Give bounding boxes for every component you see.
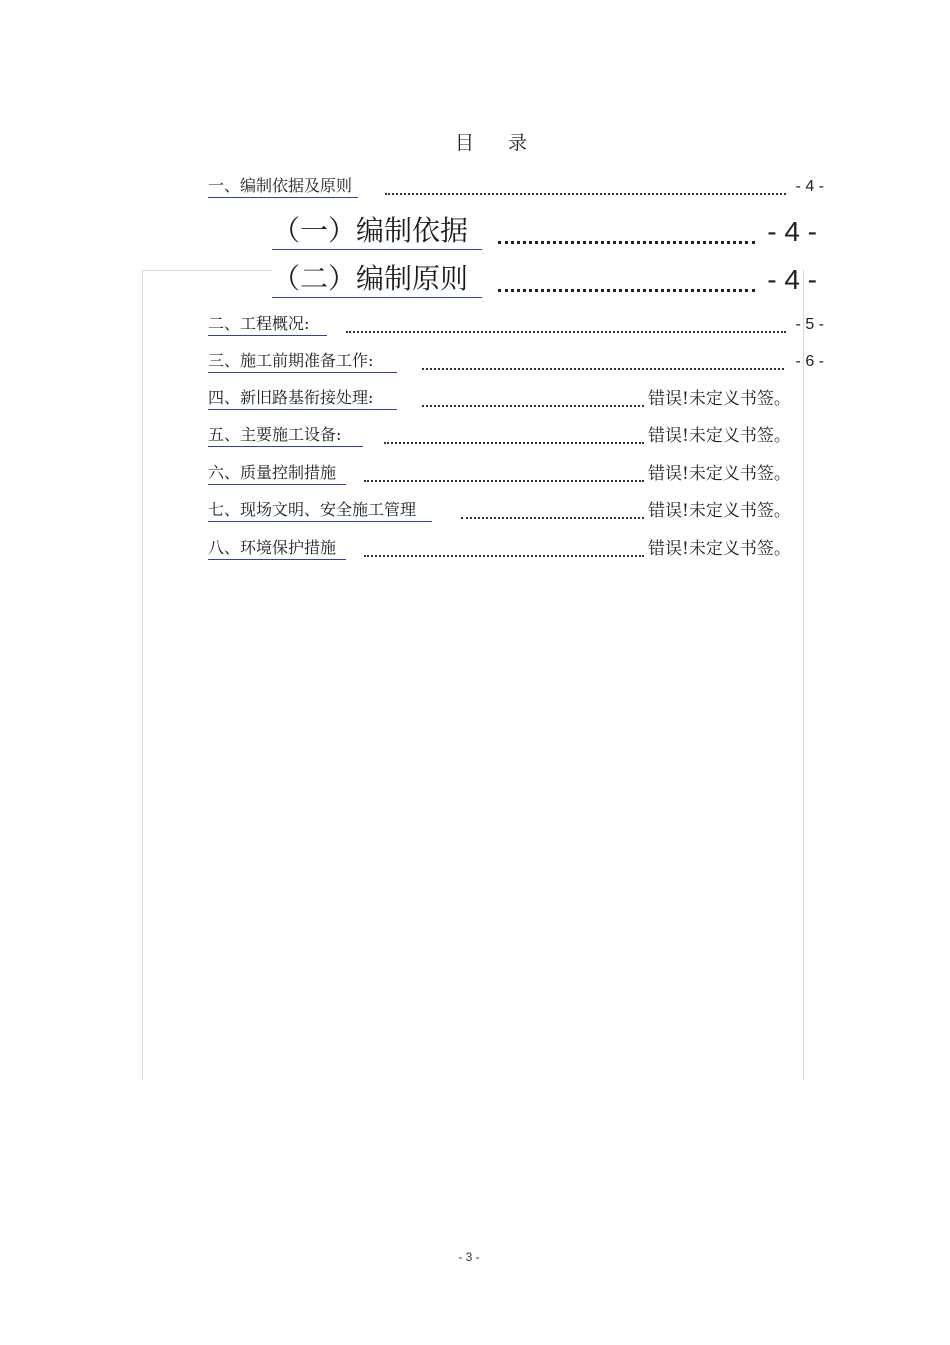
- toc-entry-label[interactable]: （二）编制原则: [272, 261, 482, 298]
- toc-entry-page: 错误!未定义书签。: [648, 464, 791, 484]
- toc-entry-page: - 5 -: [795, 316, 824, 333]
- toc-entry-page: 错误!未定义书签。: [648, 539, 791, 559]
- toc-leader-dots: [498, 288, 755, 292]
- toc-entry[interactable]: [272, 258, 817, 298]
- toc-entry-label[interactable]: 二、工程概况:: [208, 313, 327, 336]
- toc-leader-dots: [422, 404, 644, 407]
- toc-leader-dots: [498, 240, 755, 244]
- page-frame-left: [142, 270, 143, 1080]
- toc-entry-label[interactable]: 三、施工前期准备工作:: [208, 350, 397, 373]
- toc-entry[interactable]: [208, 312, 824, 336]
- toc-leader-dots: [364, 479, 644, 482]
- toc-entry-page: - 6 -: [795, 353, 824, 370]
- toc-leader-dots: [461, 516, 644, 519]
- toc-entry-page: 错误!未定义书签。: [648, 389, 791, 409]
- toc-leader-dots: [422, 367, 784, 370]
- toc-leader-dots: [384, 441, 644, 444]
- toc-entry-page: - 4 -: [795, 178, 824, 195]
- toc-title: 目 录: [454, 132, 542, 154]
- toc-entry-page: - 4 -: [767, 264, 817, 295]
- toc-leader-dots: [346, 330, 786, 333]
- toc-entry-page: 错误!未定义书签。: [648, 501, 791, 521]
- toc-entry[interactable]: [208, 423, 824, 447]
- toc-entry-page: - 4 -: [767, 216, 817, 247]
- toc-entry[interactable]: [208, 461, 824, 485]
- page-number: - 3 -: [458, 1250, 480, 1264]
- toc-leader-dots: [385, 192, 786, 195]
- toc-entry-label[interactable]: 六、质量控制措施: [208, 462, 346, 485]
- page-frame-top: [142, 270, 272, 271]
- toc-entry[interactable]: [208, 498, 824, 522]
- toc-leader-dots: [364, 554, 644, 557]
- toc-entry-label[interactable]: 七、现场文明、安全施工管理: [208, 499, 432, 522]
- toc-entry-label[interactable]: 一、编制依据及原则: [208, 175, 358, 198]
- toc-entry-label[interactable]: 八、环境保护措施: [208, 537, 346, 560]
- toc-entry-label[interactable]: 五、主要施工设备:: [208, 424, 363, 447]
- toc-entry[interactable]: [208, 536, 824, 560]
- toc-entry[interactable]: [208, 174, 824, 198]
- toc-entry[interactable]: [208, 386, 824, 410]
- toc-entry-page: 错误!未定义书签。: [648, 426, 791, 446]
- toc-entry[interactable]: [272, 210, 817, 250]
- toc-entry-label[interactable]: 四、新旧路基衔接处理:: [208, 387, 397, 410]
- toc-entry[interactable]: [208, 349, 824, 373]
- toc-entry-label[interactable]: （一）编制依据: [272, 213, 482, 250]
